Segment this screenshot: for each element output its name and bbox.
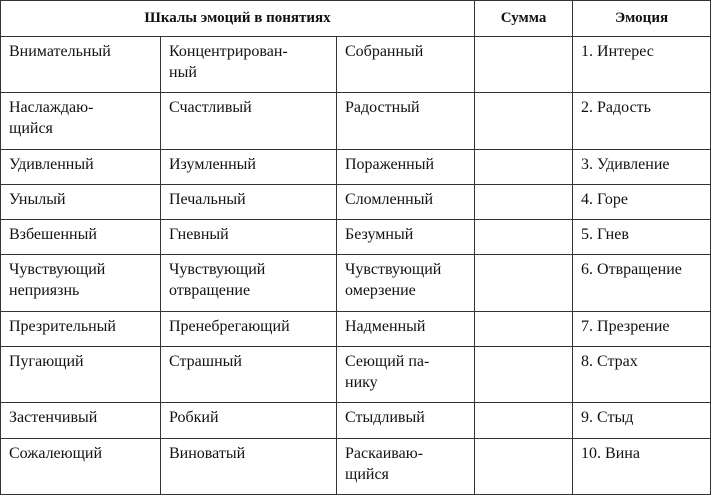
term-cell: Концентрирован- ный — [161, 37, 337, 93]
term-cell: Виноватый — [161, 438, 337, 494]
emotion-cell: 4. Горе — [573, 184, 711, 219]
emotion-cell: 3. Удивление — [573, 149, 711, 184]
table-row — [1, 93, 711, 149]
term-cell: Наслаждаю- щийся — [1, 93, 161, 149]
sum-cell[interactable] — [475, 403, 573, 438]
sum-cell[interactable] — [475, 220, 573, 255]
term-cell: Изумленный — [161, 149, 337, 184]
term-cell: Пренебрегающий — [161, 311, 337, 346]
term-cell: Сломленный — [337, 184, 475, 219]
term-cell: Стыдливый — [337, 403, 475, 438]
sum-cell[interactable] — [475, 149, 573, 184]
term-cell: Чувствующий неприязнь — [1, 255, 161, 311]
header-emotion: Эмоция — [573, 1, 711, 37]
term-cell: Безумный — [337, 220, 475, 255]
sum-cell[interactable] — [475, 255, 573, 311]
term-cell: Надменный — [337, 311, 475, 346]
emotion-cell: 5. Гнев — [573, 220, 711, 255]
sum-cell[interactable] — [475, 93, 573, 149]
term-cell: Собранный — [337, 37, 475, 93]
term-cell: Взбешенный — [1, 220, 161, 255]
term-cell: Робкий — [161, 403, 337, 438]
header-scales: Шкалы эмоций в понятиях — [1, 1, 475, 37]
term-cell: Пораженный — [337, 149, 475, 184]
term-cell: Удивленный — [1, 149, 161, 184]
table-row — [1, 184, 711, 219]
emotion-cell: 10. Вина — [573, 438, 711, 494]
term-cell: Презрительный — [1, 311, 161, 346]
table-row — [1, 149, 711, 184]
sum-cell[interactable] — [475, 438, 573, 494]
emotion-cell: 8. Страх — [573, 346, 711, 402]
sum-cell[interactable] — [475, 184, 573, 219]
table-row — [1, 438, 711, 494]
table-row — [1, 346, 711, 402]
header-sum: Сумма — [475, 1, 573, 37]
sum-cell[interactable] — [475, 346, 573, 402]
sum-cell[interactable] — [475, 37, 573, 93]
emotion-cell: 1. Интерес — [573, 37, 711, 93]
table-row — [1, 255, 711, 311]
emotion-cell: 9. Стыд — [573, 403, 711, 438]
term-cell: Печальный — [161, 184, 337, 219]
term-cell: Радостный — [337, 93, 475, 149]
term-cell: Страшный — [161, 346, 337, 402]
term-cell: Внимательный — [1, 37, 161, 93]
table-row — [1, 311, 711, 346]
term-cell: Чувствующий омерзение — [337, 255, 475, 311]
term-cell: Гневный — [161, 220, 337, 255]
header-row — [1, 1, 711, 37]
emotion-cell: 6. Отвращение — [573, 255, 711, 311]
table-row — [1, 37, 711, 93]
sum-cell[interactable] — [475, 311, 573, 346]
table-row — [1, 220, 711, 255]
term-cell: Чувствующий отвращение — [161, 255, 337, 311]
term-cell: Раскаиваю- щийся — [337, 438, 475, 494]
term-cell: Пугающий — [1, 346, 161, 402]
emotion-cell: 2. Радость — [573, 93, 711, 149]
term-cell: Сеющий па- нику — [337, 346, 475, 402]
emotion-cell: 7. Презрение — [573, 311, 711, 346]
term-cell: Счастливый — [161, 93, 337, 149]
table-row — [1, 403, 711, 438]
term-cell: Сожалеющий — [1, 438, 161, 494]
term-cell: Застенчивый — [1, 403, 161, 438]
term-cell: Унылый — [1, 184, 161, 219]
